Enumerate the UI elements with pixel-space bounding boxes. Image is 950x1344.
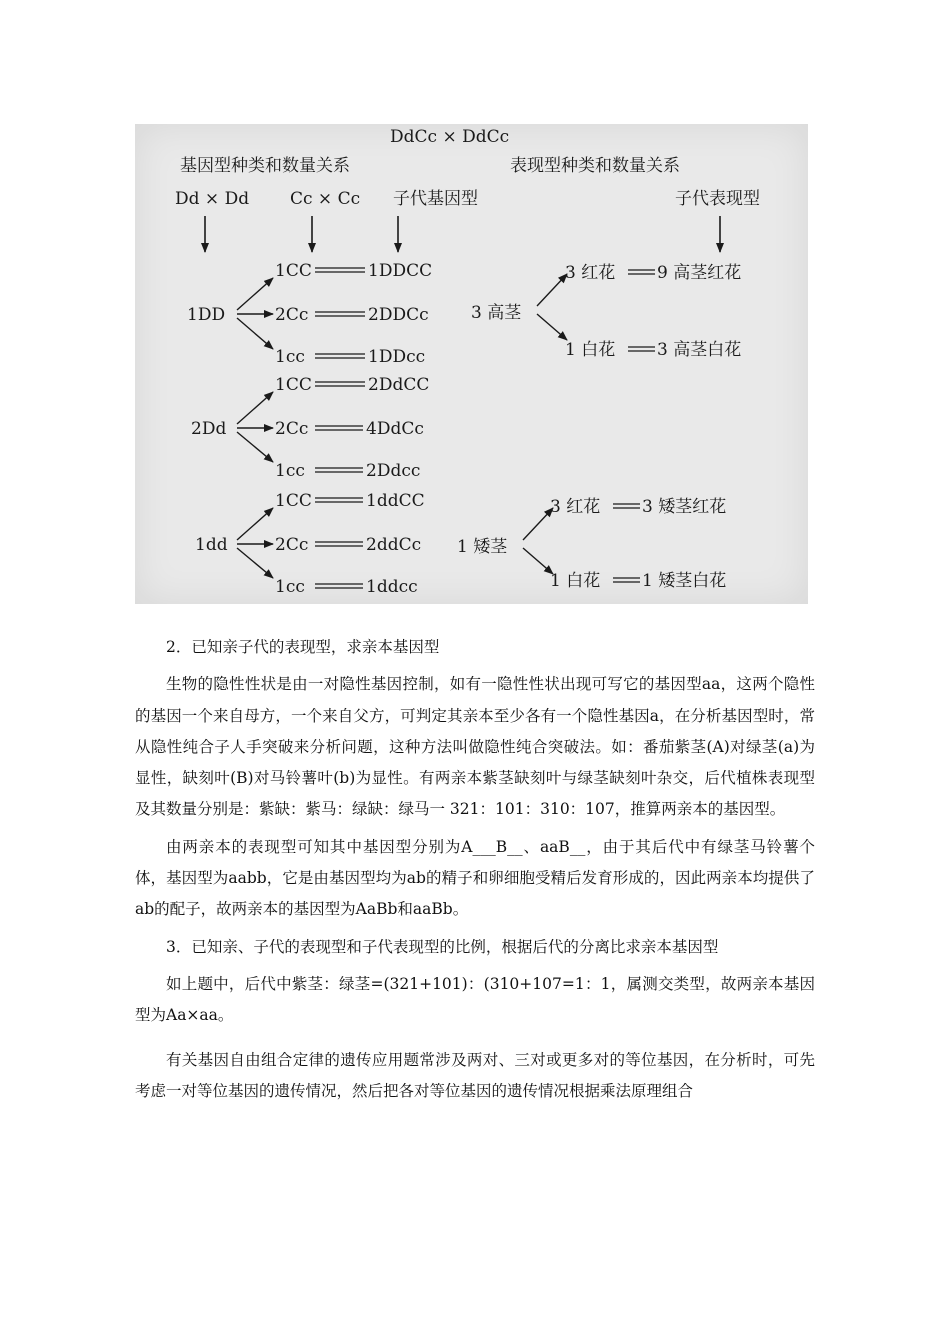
paragraph-ratio: 如上题中，后代中紫茎：绿茎=(321+101)：(310+107=1：1，属测交类型，故两亲本基因型为Aa×aa。 [135,974,815,1025]
row-left: 2Cc [275,305,309,325]
offspring-genotype-label: 子代基因型 [393,189,478,209]
row-left: 1CC [275,261,312,281]
phenotype-left: 1 白花 [550,571,601,591]
paragraph-multiplication: 有关基因自由组合定律的遗传应用题常涉及两对、三对或更多对的等位基因，在分析时，可先考虑一对等位基因的遗传情况，然后把各对等位基因的遗传情况根据乘法原理组合 [135,1050,815,1100]
branch-arrow-up [237,508,273,540]
genetics-cross-diagram [135,124,808,604]
row-right: 2Ddcc [366,461,421,481]
phenotype-group-short [457,497,726,591]
genotype-group-dd-recessive [195,491,425,597]
group-parent: 2Dd [191,419,227,439]
paragraph-analysis: 由两亲本的表现型可知其中基因型分别为A___B__、aaB__，由于其后代中有绿茎马铃薯个体，基因型为aabb，它是由基因型均为ab的精子和卵细胞受精后发育形成的，因此两亲本均提供了ab的配子，故两亲本的基因型为AaBb和aaBb。 [135,837,815,919]
genotype-group-dd [187,261,432,367]
row-right: 1ddcc [366,577,418,597]
row-left: 2Cc [275,419,309,439]
phenotype-right: 9 高茎红花 [657,263,742,283]
branch-arrow-down [237,432,273,462]
phenotype-parent: 1 矮茎 [457,537,508,557]
phenotype-header: 表现型种类和数量关系 [510,156,680,176]
offspring-phenotype-label: 子代表现型 [675,189,760,209]
down-arrows [205,216,720,252]
diagram-svg [135,124,808,604]
row-right: 1DDcc [368,347,426,367]
branch-arrow-up [523,508,553,540]
branch-arrow-up [237,392,273,424]
branch-arrow-up [237,278,273,310]
row-right: 1ddCC [366,491,425,511]
row-left: 2Cc [275,535,309,555]
dd-cross-label: Dd × Dd [175,189,250,209]
branch-arrow-down [537,314,567,340]
phenotype-right: 3 高茎白花 [657,340,742,360]
row-right: 4DdCc [366,419,424,439]
cross-label: DdCc × DdCc [390,127,510,147]
phenotype-left: 3 红花 [550,497,601,517]
genotype-header: 基因型种类和数量关系 [180,156,350,176]
cc-cross-label: Cc × Cc [290,189,361,209]
genotype-group-dd-hetero [191,375,429,481]
phenotype-left: 3 红花 [565,263,616,283]
phenotype-group-tall [471,263,741,360]
group-parent: 1dd [195,535,228,555]
row-left: 1cc [275,577,305,597]
paragraph-recessive-method: 生物的隐性性状是由一对隐性基因控制，如有一隐性性状出现可写它的基因型aa，这两个隐性的基因一个来自母方，一个来自父方，可判定其亲本至少各有一个隐性基因a，在分析基因型时，常从隐性纯合子人手突破来分析问题，这种方法叫做隐性纯合突破法。如：番茄紫茎(A)对绿茎(a)为显性，缺刻叶(B)对马铃薯叶(b)为显性。有两亲本紫茎缺刻叶与绿茎缺刻叶杂交，后代植株表现型及其数量分别是：紫缺：紫马：绿缺：绿马一 321：101：310：107，推算两亲本的基因型。 [135,675,815,819]
branch-arrow-down [237,548,273,578]
section-heading-3: 3．已知亲、子代的表现型和子代表现型的比例，根据后代的分离比求亲本基因型 [166,937,719,956]
body-text [135,632,815,1107]
row-left: 1CC [275,491,312,511]
phenotype-right: 1 矮茎白花 [642,571,727,591]
phenotype-right: 3 矮茎红花 [642,497,727,517]
row-right: 1DDCC [368,261,433,281]
row-right: 2DDCc [368,305,429,325]
branch-arrow-down [237,318,273,349]
row-left: 1cc [275,347,305,367]
phenotype-parent: 3 高茎 [471,303,522,323]
row-right: 2DdCC [368,375,430,395]
section-heading-2: 2．已知亲子代的表现型，求亲本基因型 [166,638,440,656]
phenotype-left: 1 白花 [565,340,616,360]
group-parent: 1DD [187,305,226,325]
branch-arrow-up [537,274,567,306]
row-right: 2ddCc [366,535,422,555]
row-left: 1cc [275,461,305,481]
row-left: 1CC [275,375,312,395]
branch-arrow-down [523,548,553,574]
